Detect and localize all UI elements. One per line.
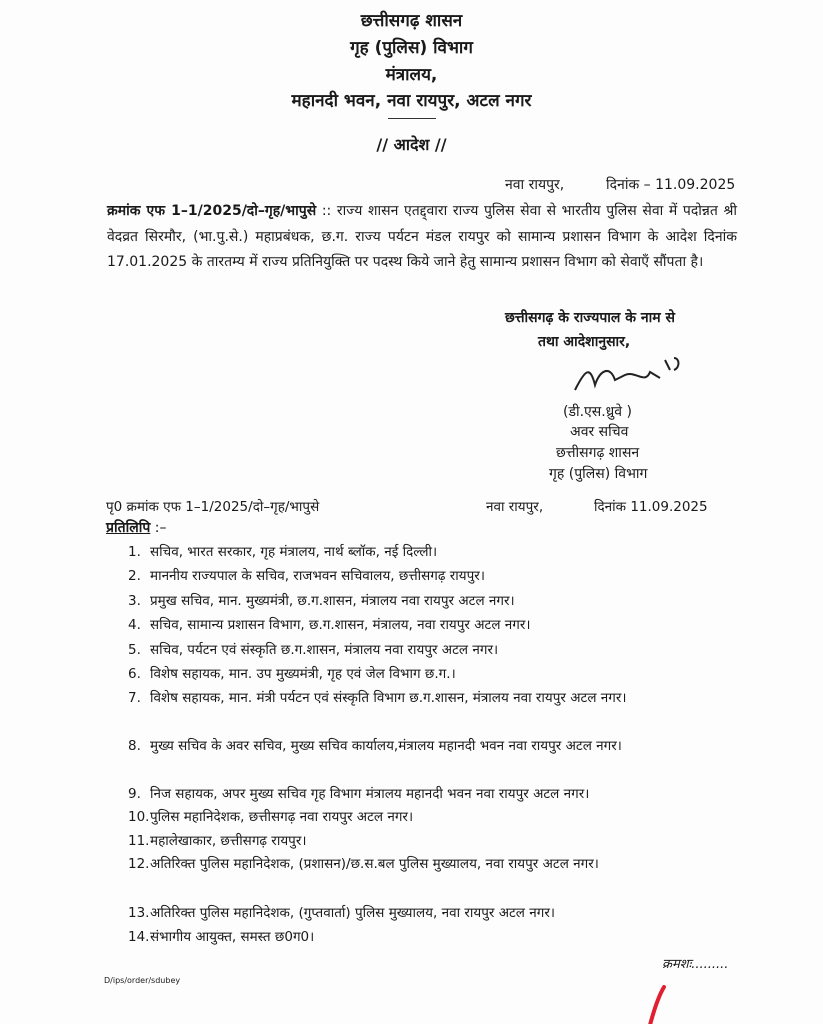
copy-list-item bbox=[128, 806, 738, 828]
signatory-govt: छत्तीसगढ़ शासन bbox=[556, 445, 640, 461]
item-text: अतिरिक्त पुलिस महानिदेशक, (प्रशासन)/छ.स.बल पुलिस मुख्यालय, नवा रायपुर अटल नगर। bbox=[150, 856, 599, 872]
item-text: माननीय राज्यपाल के सचिव, राजभवन सचिवालय, छत्तीसगढ़ रायपुर। bbox=[150, 568, 485, 584]
copy-list-item bbox=[128, 687, 738, 709]
item-text: संभागीय आयुक्त, समस्त छ0ग0। bbox=[150, 929, 315, 945]
item-number: 14. bbox=[128, 929, 150, 945]
signoff-line2: तथा आदेशानुसार, bbox=[538, 334, 631, 350]
copy-place: नवा रायपुर, bbox=[486, 499, 544, 515]
item-number: 13. bbox=[128, 905, 150, 921]
item-text: मुख्य सचिव के अवर सचिव, मुख्य सचिव कार्यालय,मंत्रालय महानदी भवन नवा रायपुर अटल नगर। bbox=[150, 738, 622, 754]
copy-list-item bbox=[128, 639, 738, 661]
signatory-dept: गृह (पुलिस) विभाग bbox=[549, 466, 648, 482]
copy-list-item bbox=[128, 565, 738, 587]
order-title: // आदेश // bbox=[376, 135, 447, 154]
copy-list-item bbox=[128, 614, 738, 636]
item-text: सचिव, सामान्य प्रशासन विभाग, छ.ग.शासन, मंत्रालय, नवा रायपुर अटल नगर। bbox=[150, 617, 531, 633]
copy-list-item bbox=[128, 902, 738, 924]
order-text: :: राज्य शासन एतद्द्वारा राज्य पुलिस सेवा से भारतीय पुलिस सेवा में पदोन्नत श्री वेदव्रत सिरमौर, (भा.पु.से.) महाप्रबंधक, छ.ग. राज्य पर्यटन मंडल रायपुर को सामान्य प्रशासन विभाग के आदेश दिनांक 17.01.2025 के तारतम्य में राज्य प्रतिनियुक्ति पर पदस्थ किये जाने हेतु सामान्य प्रशासन विभाग को सेवाएँ सौंपता है। bbox=[107, 203, 738, 270]
order-place: नवा रायपुर, bbox=[505, 177, 565, 193]
copy-date: दिनांक 11.09.2025 bbox=[594, 499, 708, 515]
item-number: 11. bbox=[128, 833, 150, 849]
order-date: दिनांक – 11.09.2025 bbox=[606, 177, 736, 193]
copy-list-item bbox=[128, 926, 738, 948]
copy-list-item bbox=[128, 830, 738, 852]
item-number: 3. bbox=[128, 593, 141, 609]
item-text: निज सहायक, अपर मुख्य सचिव गृह विभाग मंत्रालय महानदी भवन नवा रायपुर अटल नगर। bbox=[150, 786, 590, 802]
signatory-designation: अवर सचिव bbox=[570, 424, 629, 440]
item-number: 4. bbox=[128, 617, 141, 633]
item-number: 1. bbox=[128, 544, 141, 560]
item-number: 10. bbox=[128, 809, 150, 825]
item-number: 8. bbox=[128, 738, 141, 754]
divider bbox=[388, 118, 436, 119]
signoff-line1: छत्तीसगढ़ के राज्यपाल के नाम से bbox=[505, 310, 675, 326]
item-text: अतिरिक्त पुलिस महानिदेशक, (गुप्तवार्ता) पुलिस मुख्यालय, नवा रायपुर अटल नगर। bbox=[150, 905, 555, 921]
item-text: सचिव, भारत सरकार, गृह मंत्रालय, नार्थ ब्लॉक, नई दिल्ली। bbox=[150, 544, 438, 560]
red-mark bbox=[640, 985, 670, 1024]
file-path: D/ips/order/sdubey bbox=[104, 976, 181, 985]
item-number: 2. bbox=[128, 568, 141, 584]
signatory-name: (डी.एस.ध्रुवे ) bbox=[563, 404, 632, 420]
copy-list-item bbox=[128, 853, 738, 875]
signature bbox=[570, 350, 690, 400]
header-govt: छत्तीसगढ़ शासन bbox=[360, 11, 463, 31]
copy-heading: प्रतिलिपि :– bbox=[106, 520, 167, 536]
item-text: महालेखाकार, छत्तीसगढ़ रायपुर। bbox=[150, 833, 307, 849]
item-number: 12. bbox=[128, 856, 150, 872]
item-number: 9. bbox=[128, 786, 141, 802]
copy-list-item bbox=[128, 541, 738, 563]
item-text: विशेष सहायक, मान. मंत्री पर्यटन एवं संस्कृति विभाग छ.ग.शासन, मंत्रालय नवा रायपुर अटल नगर। bbox=[150, 690, 627, 706]
order-body bbox=[107, 199, 737, 276]
copy-list-item bbox=[128, 735, 738, 757]
copy-list-item bbox=[128, 663, 738, 685]
continued-label: क्रमशः......... bbox=[662, 957, 729, 972]
order-ref: क्रमांक एफ 1–1/2025/दो–गृह/भापुसे bbox=[107, 203, 317, 219]
item-number: 5. bbox=[128, 642, 141, 658]
item-text: प्रमुख सचिव, मान. मुख्यमंत्री, छ.ग.शासन, मंत्रालय नवा रायपुर अटल नगर। bbox=[150, 593, 515, 609]
copy-list-item bbox=[128, 590, 738, 612]
header-address: महानदी भवन, नवा रायपुर, अटल नगर bbox=[291, 91, 532, 111]
item-text: विशेष सहायक, मान. उप मुख्यमंत्री, गृह एवं जेल विभाग छ.ग.। bbox=[150, 666, 456, 682]
item-number: 7. bbox=[128, 690, 141, 706]
header-dept: गृह (पुलिस) विभाग bbox=[350, 38, 473, 58]
item-text: सचिव, पर्यटन एवं संस्कृति छ.ग.शासन, मंत्रालय नवा रायपुर अटल नगर। bbox=[150, 642, 499, 658]
copy-heading-label: प्रतिलिपि bbox=[106, 520, 151, 536]
header-ministry: मंत्रालय, bbox=[385, 65, 438, 85]
copy-list-item bbox=[128, 783, 738, 805]
copy-ref: पृ0 क्रमांक एफ 1–1/2025/दो–गृह/भापुसे bbox=[106, 499, 320, 515]
item-text: पुलिस महानिदेशक, छत्तीसगढ़ नवा रायपुर अटल नगर। bbox=[150, 809, 414, 825]
item-number: 6. bbox=[128, 666, 141, 682]
